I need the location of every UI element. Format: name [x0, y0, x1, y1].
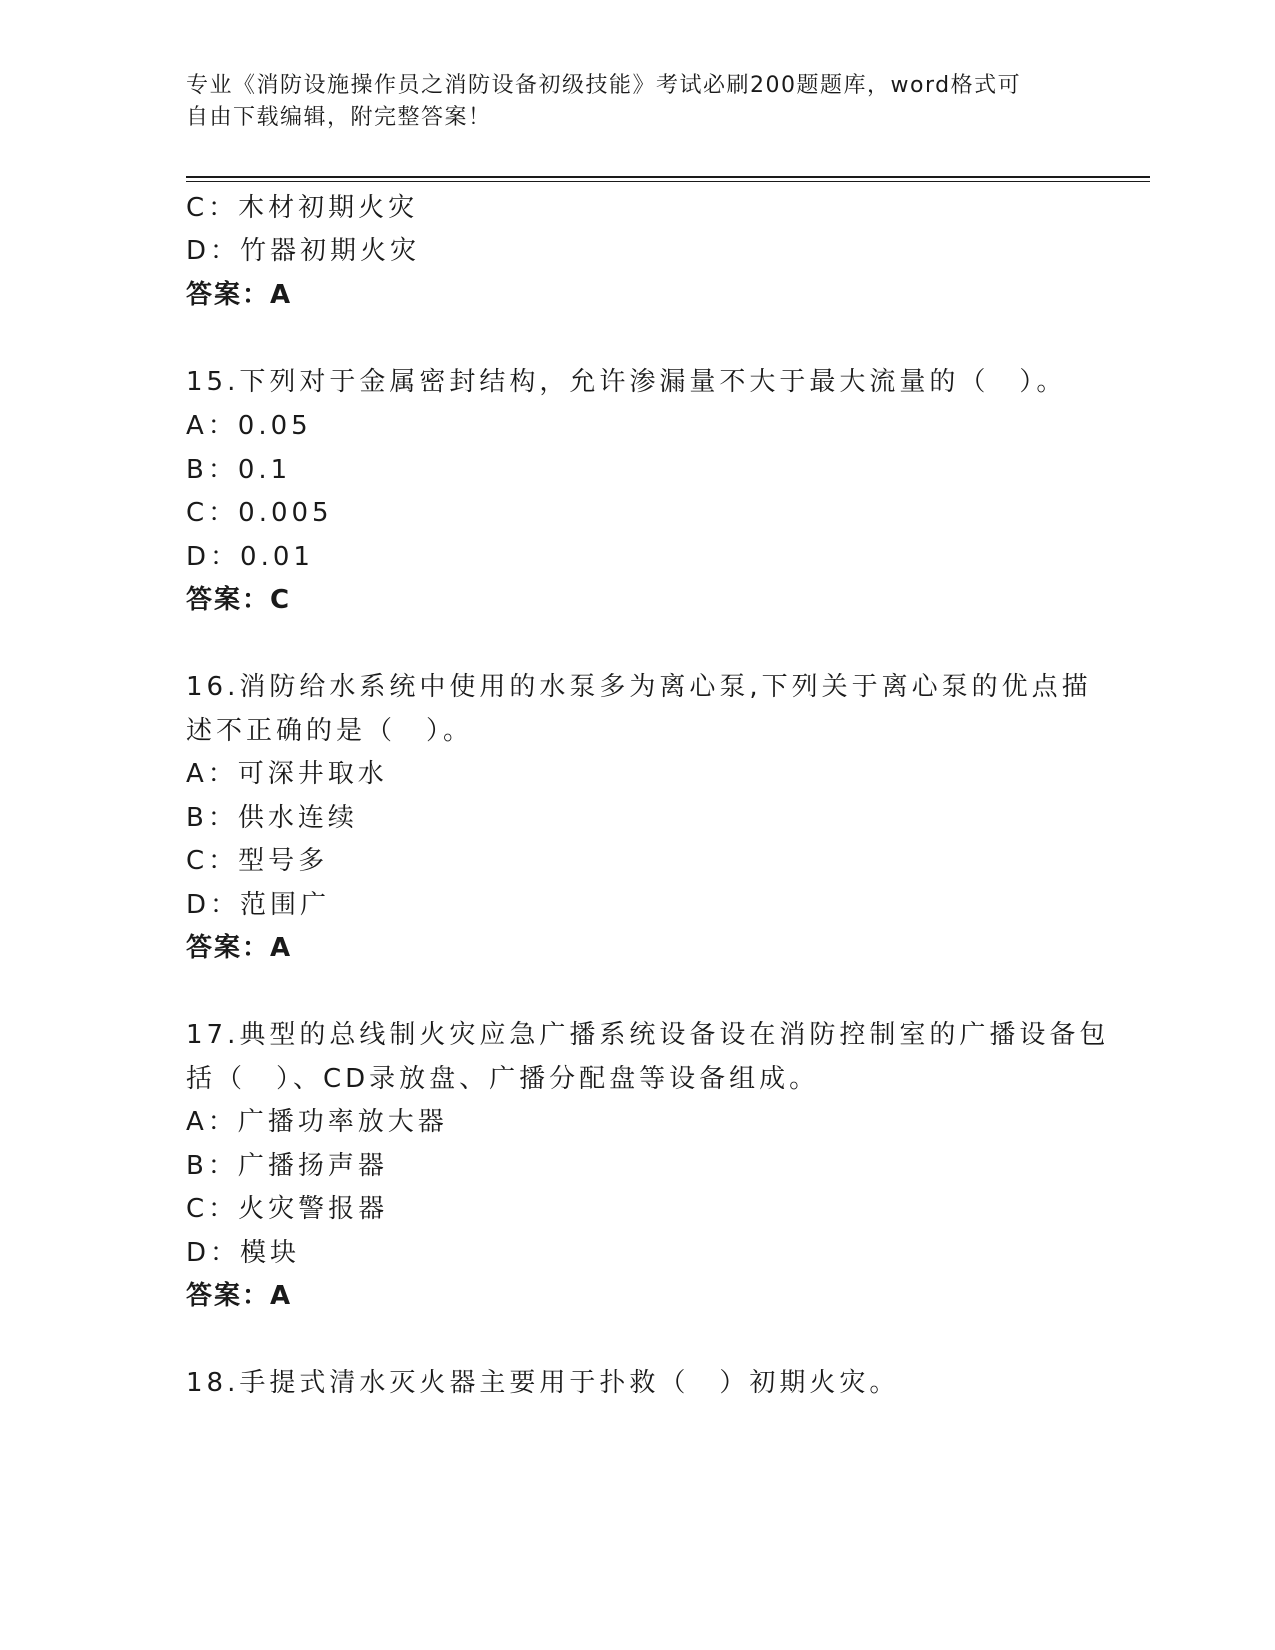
q14-option-c: C：木材初期火灾: [186, 193, 419, 223]
header-title-line-1: 专业《消防设施操作员之消防设备初级技能》考试必刷200题题库，word格式可: [186, 73, 1022, 98]
q16-answer: 答案：A: [186, 933, 293, 963]
q15-answer: 答案：C: [186, 585, 292, 615]
q17-option-b: B：广播扬声器: [186, 1151, 388, 1181]
document-header: [186, 70, 1066, 134]
header-title-line-2: 自由下载编辑，附完整答案！: [186, 105, 492, 130]
q16-stem-line-1: 16.消防给水系统中使用的水泵多为离心泵,下列关于离心泵的优点描: [186, 672, 1092, 702]
q14-answer: 答案：A: [186, 280, 293, 310]
q16-stem-line-2: 述不正确的是（ ）。: [186, 716, 474, 746]
q17-option-d: D：模块: [186, 1238, 301, 1268]
q17-option-a: A：广播功率放大器: [186, 1107, 448, 1137]
q17-answer: 答案：A: [186, 1281, 293, 1311]
q16-option-a: A：可深井取水: [186, 759, 388, 789]
q16-option-c: C：型号多: [186, 846, 329, 876]
q15-option-c: C：0.005: [186, 498, 333, 528]
q15-option-d: D：0.01: [186, 542, 314, 572]
q16-option-b: B：供水连续: [186, 803, 358, 833]
q16-option-d: D：范围广: [186, 890, 331, 920]
header-divider-thick: [186, 176, 1150, 178]
header-divider-thin: [186, 181, 1150, 182]
q15-stem: 15.下列对于金属密封结构，允许渗漏量不大于最大流量的（ ）。: [186, 367, 1067, 397]
q18-stem: 18.手提式清水灭火器主要用于扑救（ ）初期火灾。: [186, 1368, 900, 1398]
q15-option-b: B：0.1: [186, 455, 292, 485]
q17-stem-line-2: 括（ ）、CD录放盘、广播分配盘等设备组成。: [186, 1064, 820, 1094]
q15-option-a: A：0.05: [186, 411, 312, 441]
q14-option-d: D：竹器初期火灾: [186, 236, 421, 266]
q17-option-c: C：火灾警报器: [186, 1194, 389, 1224]
q17-stem-line-1: 17.典型的总线制火灾应急广播系统设备设在消防控制室的广播设备包: [186, 1020, 1110, 1050]
